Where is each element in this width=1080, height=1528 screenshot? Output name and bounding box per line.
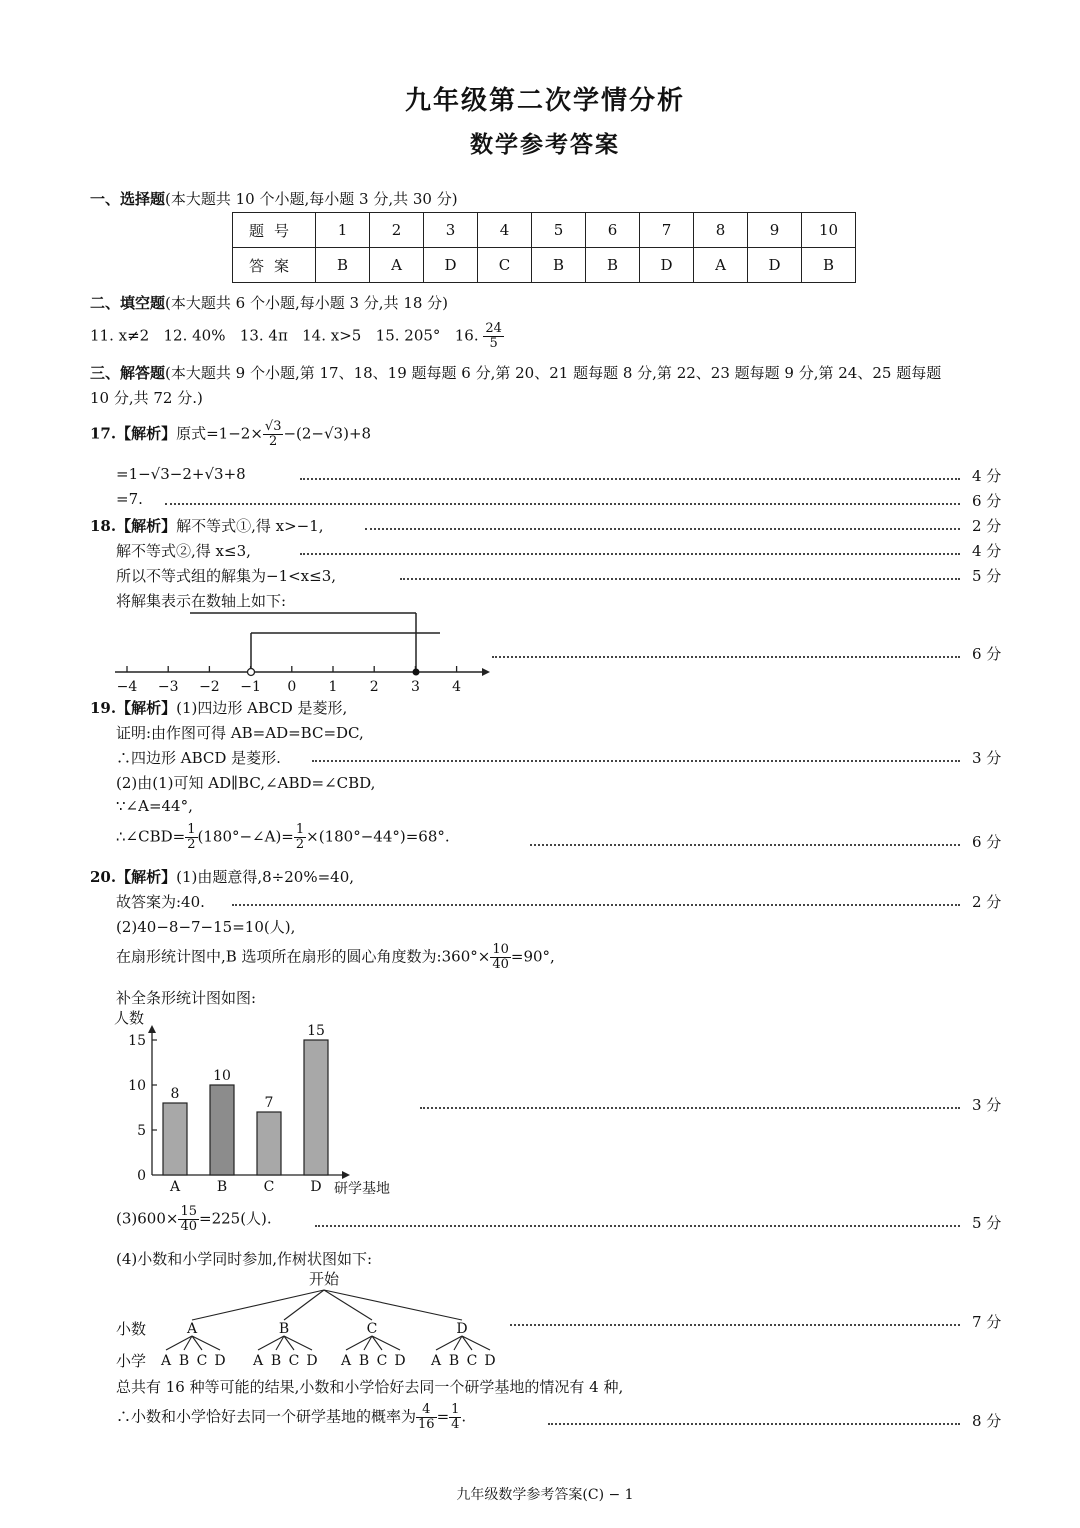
table-cell: 9 bbox=[748, 213, 802, 248]
axis-tick-label: −3 bbox=[157, 679, 179, 695]
bar bbox=[210, 1085, 234, 1175]
tree-leaf: A bbox=[430, 1353, 442, 1369]
bar bbox=[304, 1040, 328, 1175]
q18-line4: 将解集表示在数轴上如下: bbox=[116, 592, 287, 610]
dot-leader bbox=[312, 760, 960, 762]
q17-line2: =1−√3−2+√3+8 bbox=[116, 465, 246, 483]
y-tick-label: 5 bbox=[137, 1123, 146, 1139]
fill-answer-11: 11. x≠2 bbox=[90, 326, 150, 345]
axis-tick-label: 0 bbox=[287, 679, 297, 695]
page-footer: 九年级数学参考答案(C) − 1 bbox=[456, 1487, 634, 1503]
q20-line9: ∴小数和小学恰好去同一个研学基地的概率为 $\frac{4}{16}$ = $\frac{1}{4}$ . bbox=[116, 1402, 467, 1432]
dot-leader bbox=[232, 904, 960, 906]
dot-leader bbox=[420, 1107, 960, 1109]
q20-line8: 总共有 16 种等可能的结果,小数和小学恰好去同一个研学基地的情况有 4 种, bbox=[116, 1378, 624, 1396]
y-tick-label: 15 bbox=[128, 1033, 146, 1049]
section3-note-line2: 10 分,共 72 分.) bbox=[90, 389, 203, 407]
chart-ylabel: 人数 bbox=[114, 1009, 145, 1027]
section3-heading: 三、解答题(本大题共 9 个小题,第 17、18、19 题每题 6 分,第 20、21 题每题 8 分,第 22、23 题每题 9 分,第 24、25 题每题 bbox=[90, 364, 942, 382]
tree-leaf: C bbox=[376, 1353, 388, 1369]
tree-leaf: B bbox=[178, 1353, 190, 1369]
q20-line2: 故答案为:40. bbox=[116, 893, 205, 911]
axis-tick-label: −1 bbox=[240, 679, 261, 695]
dot-leader bbox=[300, 553, 960, 555]
answer-table bbox=[232, 212, 856, 283]
x-tick-label: A bbox=[169, 1179, 181, 1195]
tree-diagram bbox=[108, 1268, 528, 1373]
dot-leader bbox=[510, 1324, 960, 1326]
table-cell: D bbox=[748, 248, 802, 283]
table-cell: D bbox=[424, 248, 478, 283]
tree-branch bbox=[192, 1336, 220, 1350]
y-tick-label: 10 bbox=[128, 1078, 146, 1094]
score-label: 5 分 bbox=[972, 567, 1002, 585]
fill-answers bbox=[90, 322, 504, 351]
table-row-numbers bbox=[233, 213, 856, 248]
table-header-number: 题号 bbox=[233, 213, 316, 248]
tree-branch bbox=[462, 1336, 490, 1350]
dot-leader bbox=[400, 578, 960, 580]
tree-leaf: C bbox=[196, 1353, 208, 1369]
table-cell: 2 bbox=[370, 213, 424, 248]
fraction: $\frac{24}{5}$ bbox=[485, 321, 502, 351]
q17-line1: 17.【解析】原式=1−2× $\frac{√3}{2}$ −(2−√3)+8 bbox=[90, 419, 372, 449]
axis-tick-label: 4 bbox=[452, 679, 462, 695]
closed-point bbox=[413, 669, 420, 676]
axis-tick-label: 1 bbox=[328, 679, 338, 695]
open-point bbox=[248, 669, 255, 676]
q19-line5: ∵∠A=44°, bbox=[116, 797, 193, 815]
dot-leader bbox=[365, 528, 960, 530]
tree-start-label: 开始 bbox=[308, 1270, 340, 1288]
chart-xlabel: 研学基地 bbox=[334, 1181, 390, 1195]
q19-line1: 19.【解析】(1)四边形 ABCD 是菱形, bbox=[90, 699, 348, 717]
bar bbox=[163, 1103, 187, 1175]
tree-leaf: A bbox=[340, 1353, 352, 1369]
axis-tick-label: 3 bbox=[410, 679, 420, 695]
tree-row1-label: 小数 bbox=[116, 1320, 147, 1338]
score-label: 6 分 bbox=[972, 645, 1002, 663]
score-label: 8 分 bbox=[972, 1412, 1002, 1430]
q19-line4: (2)由(1)可知 AD∥BC,∠ABD=∠CBD, bbox=[116, 774, 376, 792]
section1-heading: 一、选择题(本大题共 10 个小题,每小题 3 分,共 30 分) bbox=[90, 190, 458, 208]
page-title: 九年级第二次学情分析 bbox=[404, 86, 685, 116]
tree-leaf: B bbox=[448, 1353, 460, 1369]
q19-line6: ∴∠CBD= $\frac{1}{2}$ (180°−∠A)= $\frac{1}{2}$ ×(180°−44°)=68°. bbox=[116, 822, 450, 852]
tree-leaf: B bbox=[358, 1353, 370, 1369]
x-tick-label: B bbox=[216, 1179, 228, 1195]
x-tick-label: D bbox=[310, 1179, 322, 1195]
bar bbox=[257, 1112, 281, 1175]
score-label: 7 分 bbox=[972, 1313, 1002, 1331]
y-axis-arrow bbox=[148, 1025, 156, 1033]
number-line bbox=[110, 605, 510, 695]
score-label: 2 分 bbox=[972, 893, 1002, 911]
tree-node: D bbox=[456, 1321, 468, 1337]
score-label: 6 分 bbox=[972, 833, 1002, 851]
table-cell: 3 bbox=[424, 213, 478, 248]
table-cell: B bbox=[586, 248, 640, 283]
table-cell: B bbox=[532, 248, 586, 283]
tree-branch bbox=[324, 1290, 462, 1320]
q20-line4: 在扇形统计图中,B 选项所在扇形的圆心角度数为:360°× $\frac{10}{40}$ =90°, bbox=[116, 942, 555, 972]
tree-node: C bbox=[366, 1321, 378, 1337]
table-cell: 7 bbox=[640, 213, 694, 248]
tree-branch bbox=[372, 1336, 400, 1350]
score-label: 3 分 bbox=[972, 1096, 1002, 1114]
dot-leader bbox=[548, 1423, 960, 1425]
bar-data-label: 15 bbox=[307, 1023, 325, 1039]
tree-leaf: D bbox=[484, 1353, 496, 1369]
table-cell: 6 bbox=[586, 213, 640, 248]
tree-node: A bbox=[186, 1321, 198, 1337]
fill-answer-13: 13. 4π bbox=[239, 326, 288, 345]
dot-leader bbox=[492, 656, 960, 658]
page-subtitle: 数学参考答案 bbox=[470, 131, 620, 158]
table-cell: B bbox=[316, 248, 370, 283]
q20-line3: (2)40−8−7−15=10(人), bbox=[116, 918, 296, 936]
x-tick-label: C bbox=[263, 1179, 275, 1195]
fill-answer-14: 14. x>5 bbox=[302, 326, 362, 345]
section2-heading: 二、填空题(本大题共 6 个小题,每小题 3 分,共 18 分) bbox=[90, 294, 449, 312]
table-cell: 1 bbox=[316, 213, 370, 248]
q19-line2: 证明:由作图可得 AB=AD=BC=DC, bbox=[116, 724, 364, 742]
dot-leader bbox=[165, 503, 960, 505]
axis-tick-label: −2 bbox=[199, 679, 220, 695]
q18-line1: 18.【解析】解不等式①,得 x>−1, bbox=[90, 517, 324, 535]
tree-leaf: C bbox=[466, 1353, 478, 1369]
dot-leader bbox=[530, 844, 960, 846]
tree-leaf: A bbox=[160, 1353, 172, 1369]
tree-leaf: D bbox=[214, 1353, 226, 1369]
table-row-answers bbox=[233, 248, 856, 283]
tree-leaf: C bbox=[288, 1353, 300, 1369]
score-label: 6 分 bbox=[972, 492, 1002, 510]
dot-leader bbox=[315, 1225, 960, 1227]
q20-line7: (4)小数和小学同时参加,作树状图如下: bbox=[116, 1250, 373, 1268]
fill-answer-12: 12. 40% bbox=[163, 326, 226, 345]
tree-node: B bbox=[278, 1321, 290, 1337]
tree-leaf: D bbox=[306, 1353, 318, 1369]
table-cell: 5 bbox=[532, 213, 586, 248]
tree-row2-label: 小学 bbox=[116, 1352, 147, 1370]
bar-chart bbox=[108, 1005, 408, 1195]
table-header-answer: 答案 bbox=[233, 248, 316, 283]
q18-line2: 解不等式②,得 x≤3, bbox=[116, 542, 251, 560]
table-cell: C bbox=[478, 248, 532, 283]
tree-leaf: A bbox=[252, 1353, 264, 1369]
q18-line3: 所以不等式组的解集为−1<x≤3, bbox=[116, 567, 337, 585]
score-label: 5 分 bbox=[972, 1214, 1002, 1232]
score-label: 3 分 bbox=[972, 749, 1002, 767]
tree-leaf: B bbox=[270, 1353, 282, 1369]
bar-data-label: 7 bbox=[264, 1095, 274, 1111]
bar-data-label: 8 bbox=[170, 1086, 180, 1102]
x-axis-arrow bbox=[342, 1171, 350, 1179]
dot-leader bbox=[300, 478, 960, 480]
axis-tick-label: −4 bbox=[116, 679, 138, 695]
table-cell: A bbox=[694, 248, 748, 283]
tree-leaf: D bbox=[394, 1353, 406, 1369]
q20-line5: 补全条形统计图如图: bbox=[116, 989, 257, 1007]
score-label: 2 分 bbox=[972, 517, 1002, 535]
table-cell: D bbox=[640, 248, 694, 283]
y-tick-label: 0 bbox=[137, 1168, 146, 1184]
tree-branch bbox=[324, 1290, 372, 1320]
table-cell: A bbox=[370, 248, 424, 283]
table-cell: 10 bbox=[802, 213, 856, 248]
tree-branch bbox=[284, 1336, 312, 1350]
axis-tick-label: 2 bbox=[369, 679, 379, 695]
score-label: 4 分 bbox=[972, 467, 1002, 485]
q19-line3: ∴四边形 ABCD 是菱形. bbox=[116, 749, 281, 767]
table-cell: 4 bbox=[478, 213, 532, 248]
score-label: 4 分 bbox=[972, 542, 1002, 560]
q20-line6: (3)600× $\frac{15}{40}$ =225(人). bbox=[116, 1204, 272, 1234]
q20-line1: 20.【解析】(1)由题意得,8÷20%=40, bbox=[90, 868, 355, 886]
bar-data-label: 10 bbox=[213, 1068, 231, 1084]
q17-line3: =7. bbox=[116, 490, 143, 508]
fill-answer-16: 16. bbox=[454, 326, 479, 345]
table-cell: B bbox=[802, 248, 856, 283]
fill-answer-15: 15. 205° bbox=[375, 326, 441, 345]
table-cell: 8 bbox=[694, 213, 748, 248]
